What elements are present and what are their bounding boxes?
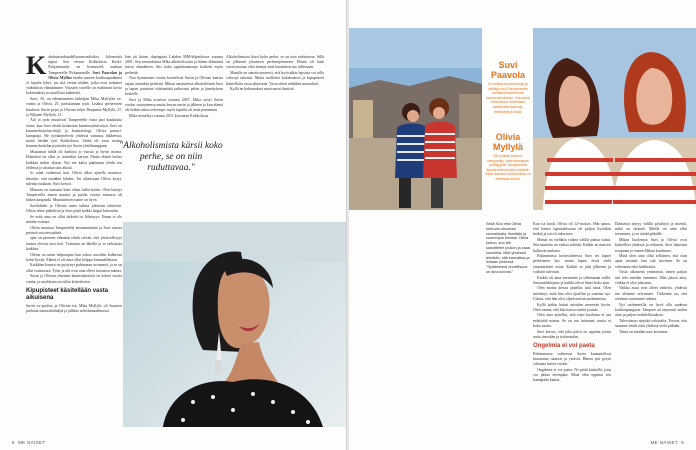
paragraph: Nuo kymmenen vuotta koettelivat Suvin ja Olivian kanssa rajuin otteinkin perhettä. Mikan sairautensa alkoholismin Suvi ja lapset joutuivat väistämättä jatkuvasti pelon ja jännityksen keskelle. <box>125 76 223 96</box>
paragraph: Kyllä ne kokemukset muovaavat ihmistä. <box>230 87 295 92</box>
paragraph: Kaikkien kanssa on pystynyt puhumaan avoimesti, ja se on ollut voimavara. Tytär ja äiti ovat aina olleet toistensa tukena. <box>26 263 122 273</box>
suvi-caption <box>485 60 531 114</box>
paragraph: Tämä on meidän uusi kotimme. <box>619 329 669 334</box>
duo-photo-image <box>533 28 696 210</box>
suvi-caption-text: ei voittaa kosmetologi ja yrittäjä sivu Tampereelle suvitistä itsellemme kauneushoitolan. Kauneus hoitolassa hoidetaan asiakkaita kasvoja, meikkejä ja lisää. <box>486 82 530 114</box>
paragraph: Mikan kuolemaa Suvi ja Olivia ovat käsitelleet yhdessä ja erikseen. Suvi hakeutui terapiaan jo ennen Mikan kuolemaa. <box>615 238 687 253</box>
left-page <box>0 0 347 450</box>
paragraph: Minusta on tuntunut kuin olisin tullut kotiin. Olen käynyt Tampereella ennen muutta ja puolet vuosia minussa oli tärkeä kaupunki. Muuttamisen tunne on hyvä. <box>26 187 122 202</box>
paragraph: Muutamat täällä oli harkittu jo vuosia ja hyvin monia. Elämässä on ollut jo toisenkin kerran. Mutta elämä hoitaa kaikkea mihin ollaan. Nyt me kaksi päätimme tehdä sen yhdessä ja aloittaa taas alusta. <box>26 150 122 170</box>
outdoor-photo-image <box>349 28 482 210</box>
paragraph: hän jäi kiinni dopingista Lahden MM-kilpailuissa vuonna 2001. Sen seurauksena Mika alkoholisoitui ja hänen elämänsä laivui alamäkeen. Siis koko tapahtumasarja kosketti myös perhettä. <box>125 55 223 75</box>
page-number-left <box>12 440 45 445</box>
paragraph: Suvi, 36, on edesmenneen hiihtäjän Mika Myllylän ex-vaimo ja Olivia, 25, pariskunnan tytär. Lisäksi perheeseen kuuluvat Suvin pojat ja Olivian veljet Benjamin Myllylä, 27, ja Wiljami Myllylä, 21. <box>26 97 122 117</box>
outdoor-photo <box>349 28 482 210</box>
paragraph: Tulevaisuus näyttää valoisalta. Toivon, että saamme tehdä töitä yhdessä vielä pitkään. <box>615 318 687 328</box>
paragraph: Olivia muuttaa Tampereella ensimmäisenä ja Suvi seuraa perässä vuosien päästä. <box>26 225 122 235</box>
right-column-1 <box>533 222 611 427</box>
paragraph: Vaikka asiat ovat olleet vaikeita, yhdessä me olemme selvinneet. Tärkeintä on, että olemme toistemme tukena. <box>615 286 687 301</box>
paragraph: Oletus on usein helpompaa kun uskoo asioiden kulkevan kohti hyvää. Elämä ei ole aina ollut helppo kummallekaan. <box>26 252 122 262</box>
paragraph: Suvi kertoo, että joka päivä on oppinut jotain uutta itsestään ja tyttärestään. <box>533 329 611 339</box>
olivia-name: Olivia Myllylä <box>492 132 523 152</box>
paragraph: Jo siinä vaiheessa kun Olivia alkoi ajatella muuttoa, ilmoitin, että minäkin lähden. Tai oikeastaan Olivia kysyi, tulenko mukaan, Suvi kertoo. <box>26 171 122 186</box>
paragraph: Savilahden ja Olivian sama tulkita yhteisiin tehtäviin. Olivia tekee päätöksiä ja Suvi pitää kaikki langat käsissään. <box>26 203 122 213</box>
portrait-photo-image <box>123 222 347 427</box>
paragraph: ajan on pieneen elämään tehdä selvää, että yhteisöllisyys tuntuu olevan uusi koti. Toiminta on lähellä ja se tarkoittaa kaikkea. <box>26 236 122 251</box>
paragraph: Minä olen aina ollut sellainen, että otan apua vastaan, kun sitä tarvitsen. Se on vahvuutta eikä heikkoutta. <box>615 254 687 269</box>
page-number-right <box>651 440 684 445</box>
paragraph: Mika menehtyi vuonna 2011 kotonaan Kokkolassa. <box>129 113 210 118</box>
paragraph: Suvi ja Mika erosivat vuonna 2007. Mika syttyi Suvin vuoksi sairauteensa mutta kerran ensin ja jälkeen ja kun elämä oli hetken aikaa selvempi, myös lapsilla oli asiat paremmin. <box>125 97 223 113</box>
section-heading: Kipupisteet käsitellään vasta aikuisena <box>26 287 109 301</box>
article-column-3 <box>226 55 324 223</box>
portrait-photo <box>123 222 347 427</box>
drop-cap: K <box>26 55 47 80</box>
paragraph: Kyllä isäkin halusi asioiden menevän hyvin. Olen varma, että hän katsoo meitä jostain. <box>533 302 611 312</box>
pull-quote: "Alkoholismista kärsii koko perhe, se on niin ruduttavaa." <box>119 141 223 173</box>
paragraph: Se mitä aina on ollut tärkeää on läheisyys. Ilman ei ole mitään voimaa. <box>26 214 122 224</box>
paragraph: Kun isä kuoli, Olivia oli 12-vuotias. Hän sanoo, että hänen lapsuudessaan oli paljon hyviäkin hetkiä ja isä oli rakastava. <box>533 222 611 237</box>
paragraph: Pahimmassa kriisivaiheessa Suvi vei lapset perheineen luo, mutta lapset eivät vielä ymmärtäneet asiaa. Kaikki se jätti jälkensä ja vaikutti tulevaan. <box>533 254 611 274</box>
page-number: 8 <box>12 440 15 445</box>
paragraph: Minulle on sanottu monesti, että hyvistäkin lapsista voi tulla vahvoja aikuisia. Mutta tuollaiset kokemukset ja kipupisteet käsitellään vasta aikuisena. Vasta sitten nähdään seuraukset. <box>226 71 324 86</box>
paragraph: Ongelmia ei voi paeta. Ne pitää käsitellä, jotta voi jatkaa eteenpäin. Minä olen oppinut sen kantapään kautta. <box>533 368 611 383</box>
article-column-1 <box>26 55 122 427</box>
intro-text-2: matka sanoen kotikaupunkeina ol lopulta lyhyt, jos sitä vertaa näiden, jotka ovat tuttaneet vaikeuksia elämäämme. Vuosien varrelle on mahtunut kovia kokemuksia ja suruillisia käänteitä. <box>26 75 122 96</box>
paragraph: Nyt molemmilla on hyvä olla uudessa kotikaupungissa. Tampere on tarjonnut uuden alun ja paljon mahdollisuuksia. <box>615 302 687 317</box>
intro-names: Suvi Paavolan ja Olivia Myllän <box>48 70 122 80</box>
right-column-2 <box>615 222 687 427</box>
magazine-name: ME NAISET <box>18 440 46 445</box>
paragraph: Pahimmassa vaiheessa Suvia kannattelivat muutamat tuttavat ja ystävät. Hänen piti pysyä vahvana lasten vuoksi. <box>533 351 611 367</box>
right-section-heading: Ongelmia ei voi paeta <box>533 342 595 349</box>
paragraph: Olen aina ajatellut, että isäni kuolema ei saa määrittää minua. Se on osa tarinaani, mutta ei koko tarina. <box>533 313 611 328</box>
article-column-2 <box>125 55 223 141</box>
intro-text: aksinattaukaudellyonmontikakai kilometriä tapiat. Sen verran Kokkolasta Keski-Pohjanmaalta on lisenssiteli matkan Tampereelle Pirkanmaalle. <box>48 55 122 75</box>
paragraph: Alkoholismista kärsi koko perhe, se on niin ruduttavaa. Sillä on jälkensä jokaiseen perheenjäseneen. Elämä oli kuin vuoristorataa, eikä tiennyt mitä huominen tuo tullessaan. <box>226 55 324 70</box>
paragraph: Olen monta kertaa ajatellut isää tässä. Olen miettinyt, mitä hän olisi ajatellut ja sanonut nyt. Uskon, että hän olisi ylpeä meistä molemmista. <box>533 286 611 301</box>
suvi-name: Suvi Paavola <box>490 60 526 80</box>
paragraph: Suvin ja Olivian yhteinen kauneushoitola on kolme vuotta vanha, ja asiakkaita on tullut kiitettävästi. <box>26 274 122 284</box>
right-page <box>349 0 696 450</box>
paragraph: Vasta aikuisena ymmärsin, miten paljon äiti teki meidän eteemme. Hän jaksoi aina, vaikka ei olisi jaksanut. <box>615 270 687 285</box>
olivia-caption <box>485 132 531 182</box>
duo-photo <box>533 28 696 210</box>
olivia-caption-text: 25-vuotias parturi-kampaaja, rakentamassa yrittäjyyttä Tampereella kauneudenhoidon piirissä. Äidin kanssa työskentely on antoisaa arkea. <box>485 154 531 181</box>
paragraph: Elämässä täytyy välillä pysähtyä ja miettiä, mikä on tärkeää. Meillä on aina ollut toisemme, ja se riittää pitkälle. <box>615 222 687 237</box>
photo-caption: Sekä Suvi että Olivia kertovat olevansa voimakkaita, itsellään ja suurempia ihmisiä. Olivia kertoo, kun äiti sanoittelee joukon ja osaa kuuntella. Mitä yhdessä tehdään, sitä kannattaa ja iloitaan yhdessä. "Sydämessä onnellisuus on aina kotona." <box>486 222 530 274</box>
paragraph: Minun on vieläkin vaikea välillä puhua isästä. Sitä tunnetta on vaikea selittää. Kaikki ne muistot kulkevat mukana. <box>533 238 611 253</box>
magazine-name: ME NAISET <box>650 440 678 445</box>
paragraph: Äiti ja tytär muuttivat Tampereelle vasta pari kuukautta sitten, kun Suvi aloitti keskustan kauneusyhteisössä. Suvi on kauneushoitolayrittäjä ja kosmetologi, Olivia parturi-kampaaja. He työskentelevät yhdessä samassa liikkeessä, mutta heidän tytö Kokkolassa. Sieltä oli vaan nousta kauneushoitolaa pyörittää nyt Suvin yhtiökumppani. <box>26 118 122 149</box>
paragraph: Kaikki oli aina enemmän ja vähemmän esillä. Sanomalehtijutut ja kaikki olivat läsnä koko ajan. <box>533 275 611 285</box>
section-text: Suvin ex-puoliso ja Olivian isä, Mika Myllylä, oli Suomen parhaita maastohiihtäjiä ja julkkis urheilumaailmassa. <box>26 303 122 313</box>
page-number: 9 <box>681 440 684 445</box>
